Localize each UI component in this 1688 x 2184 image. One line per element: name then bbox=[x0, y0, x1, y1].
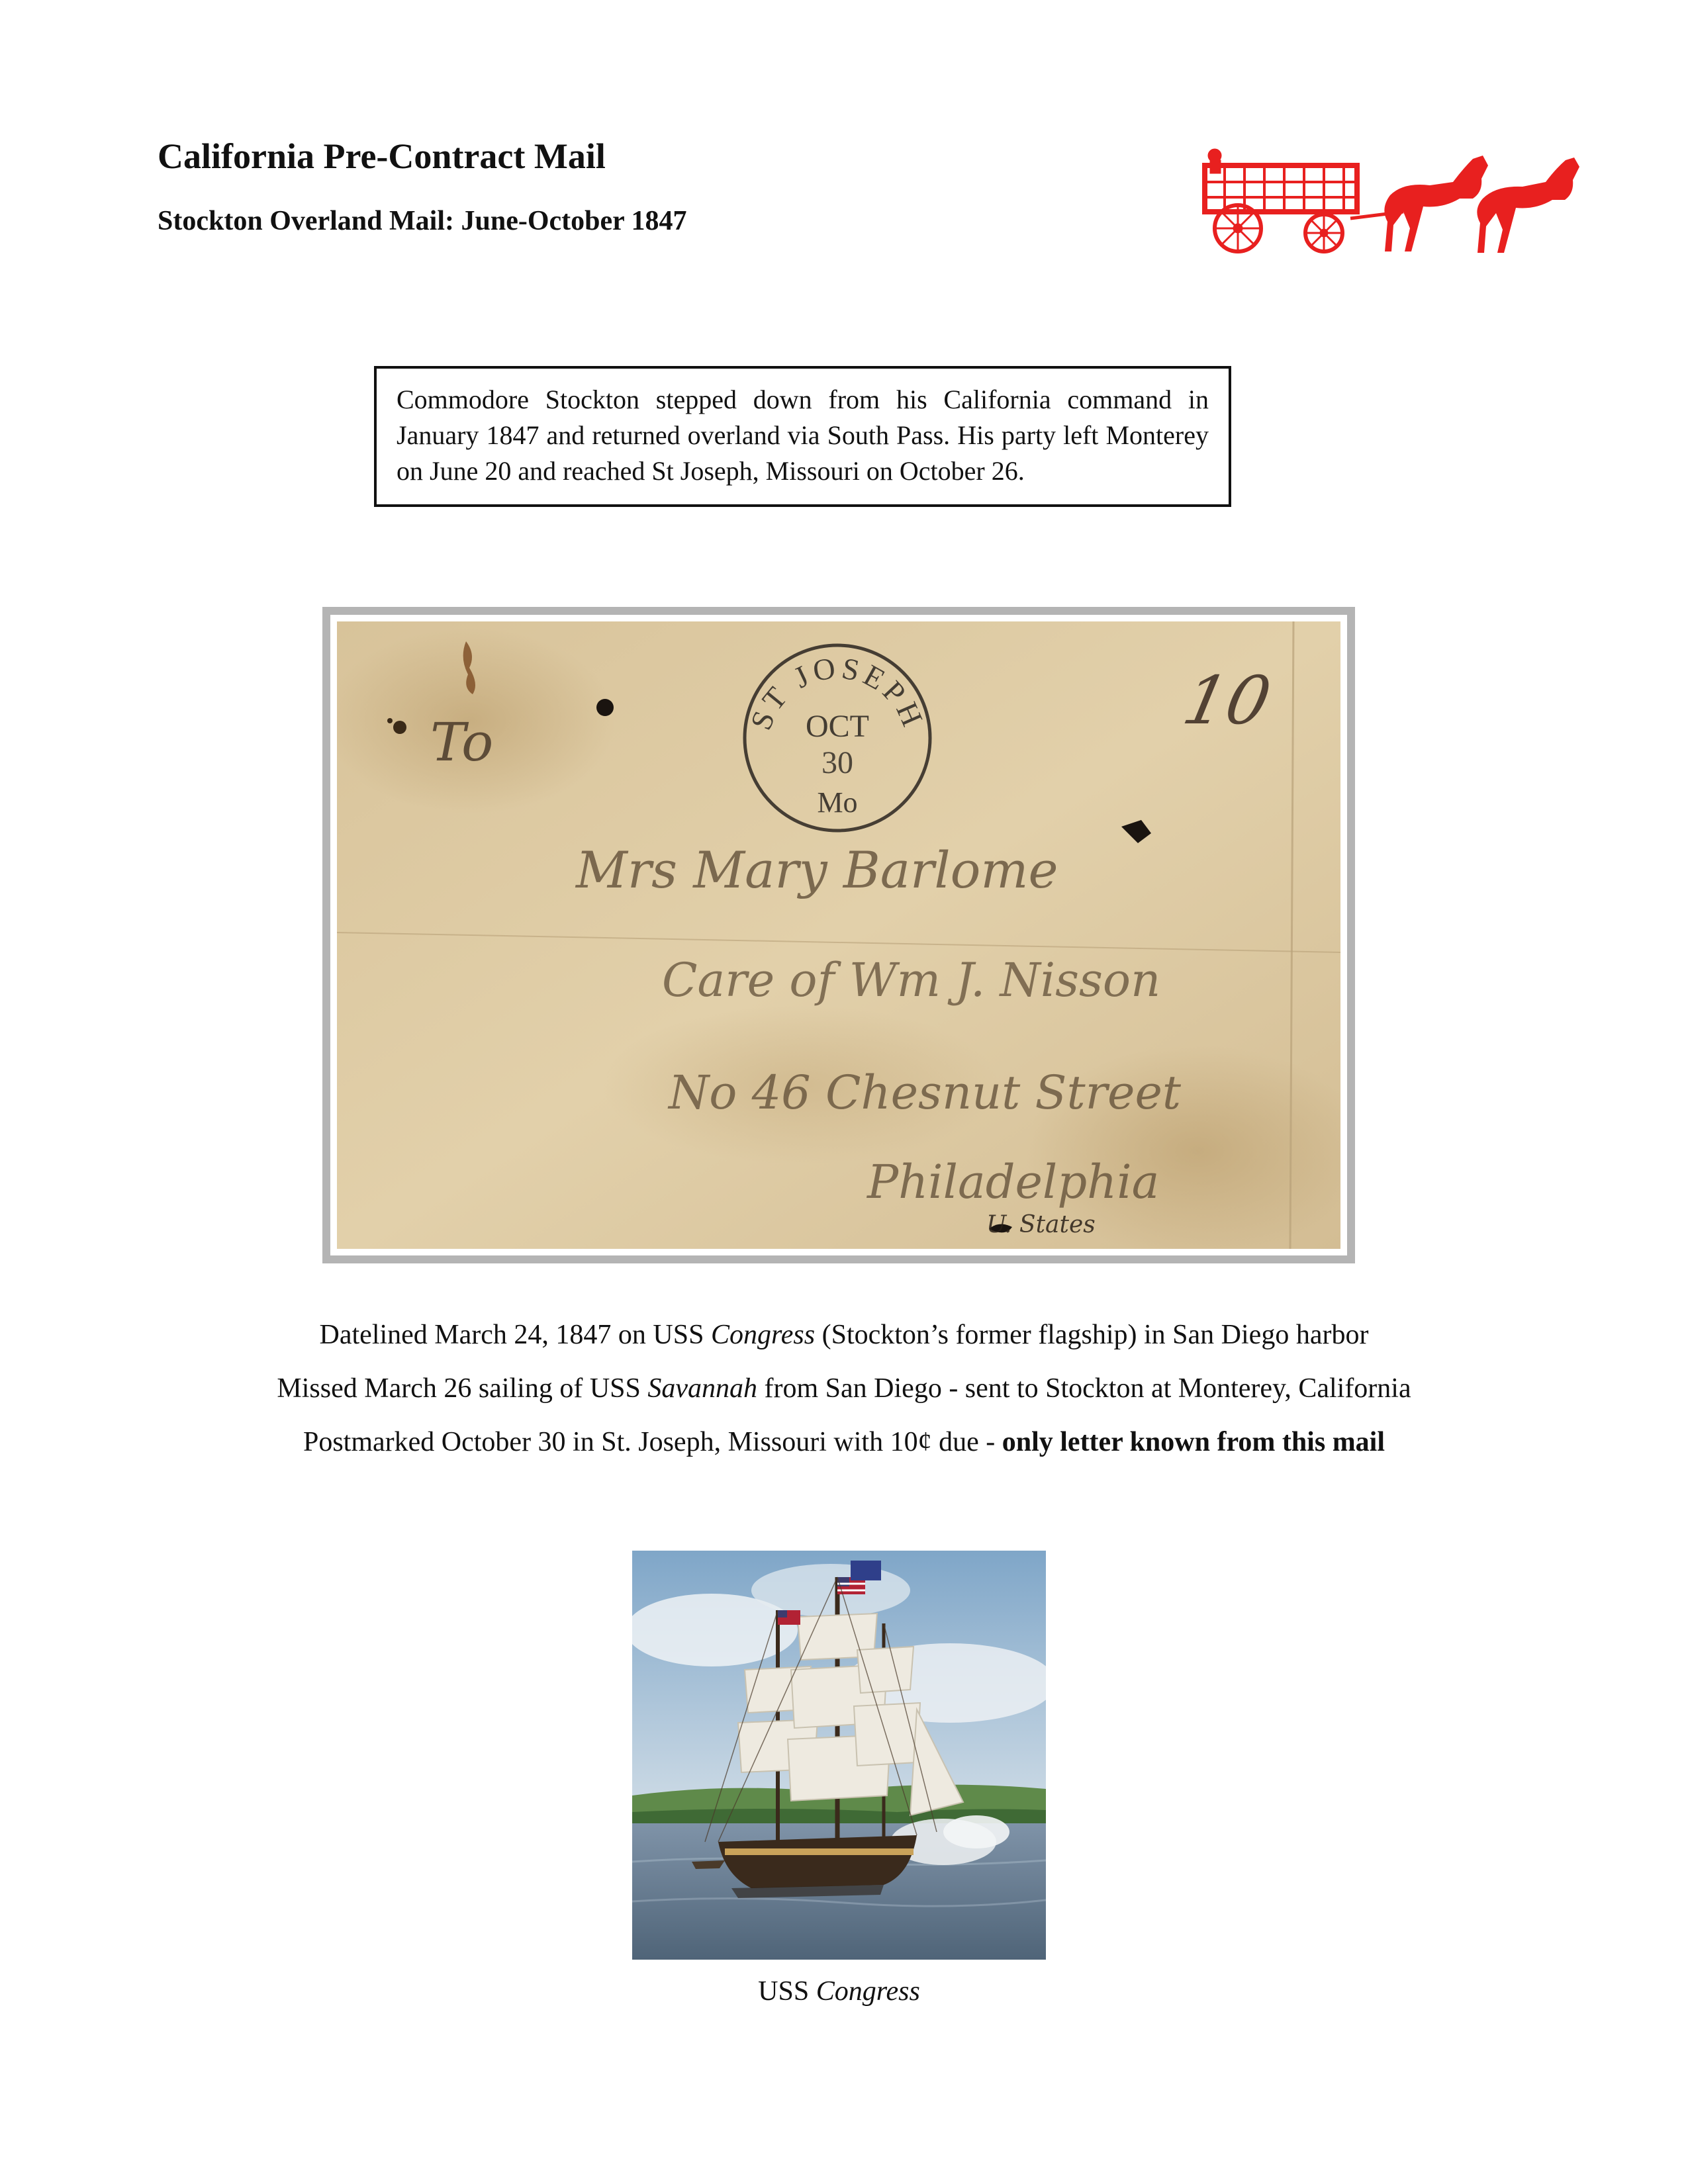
page-subtitle: Stockton Overland Mail: June-October 1847 bbox=[158, 206, 687, 236]
address-line-4: Philadelphia bbox=[867, 1155, 1160, 1209]
st-joseph-postmark bbox=[738, 639, 937, 837]
horse-drawn-mail-wagon-icon bbox=[1192, 146, 1582, 258]
cover-description bbox=[66, 1317, 1622, 1478]
caption-line-3: Postmarked October 30 in St. Joseph, Missouri with 10¢ due - only letter known from this mail bbox=[303, 1427, 1385, 1457]
postmark-month: OCT bbox=[806, 709, 869, 744]
address-salutation: To bbox=[430, 711, 494, 773]
address-line-3: No 46 Chesnut Street bbox=[669, 1066, 1182, 1120]
address-line-1: Mrs Mary Barlome bbox=[576, 841, 1058, 899]
caption-line-1: Datelined March 24, 1847 on USS Congress (Stockton’s former flagship) in San Diego harbor bbox=[319, 1320, 1369, 1350]
ship-caption: USS Congress bbox=[758, 1976, 920, 2007]
address-line-5: U. States bbox=[986, 1211, 1096, 1238]
rate-marking: 10 bbox=[1176, 662, 1278, 739]
postmark-state: Mo bbox=[817, 786, 858, 819]
postmark-day: 30 bbox=[821, 745, 853, 780]
postmark-town: ST JOSEPH bbox=[743, 650, 931, 735]
sailing-warship-painting bbox=[632, 1551, 1046, 1960]
historical-note-box: Commodore Stockton stepped down from his California command in January 1847 and returned overland via South Pass. His party left Monterey on June 20 and reached St Joseph, Missouri on October 26. bbox=[374, 366, 1231, 507]
page-title: California Pre-Contract Mail bbox=[158, 136, 606, 176]
address-line-2: Care of Wm J. Nisson bbox=[662, 953, 1161, 1007]
caption-line-2: Missed March 26 sailing of USS Savannah from San Diego - sent to Stockton at Monterey, California bbox=[277, 1373, 1411, 1404]
